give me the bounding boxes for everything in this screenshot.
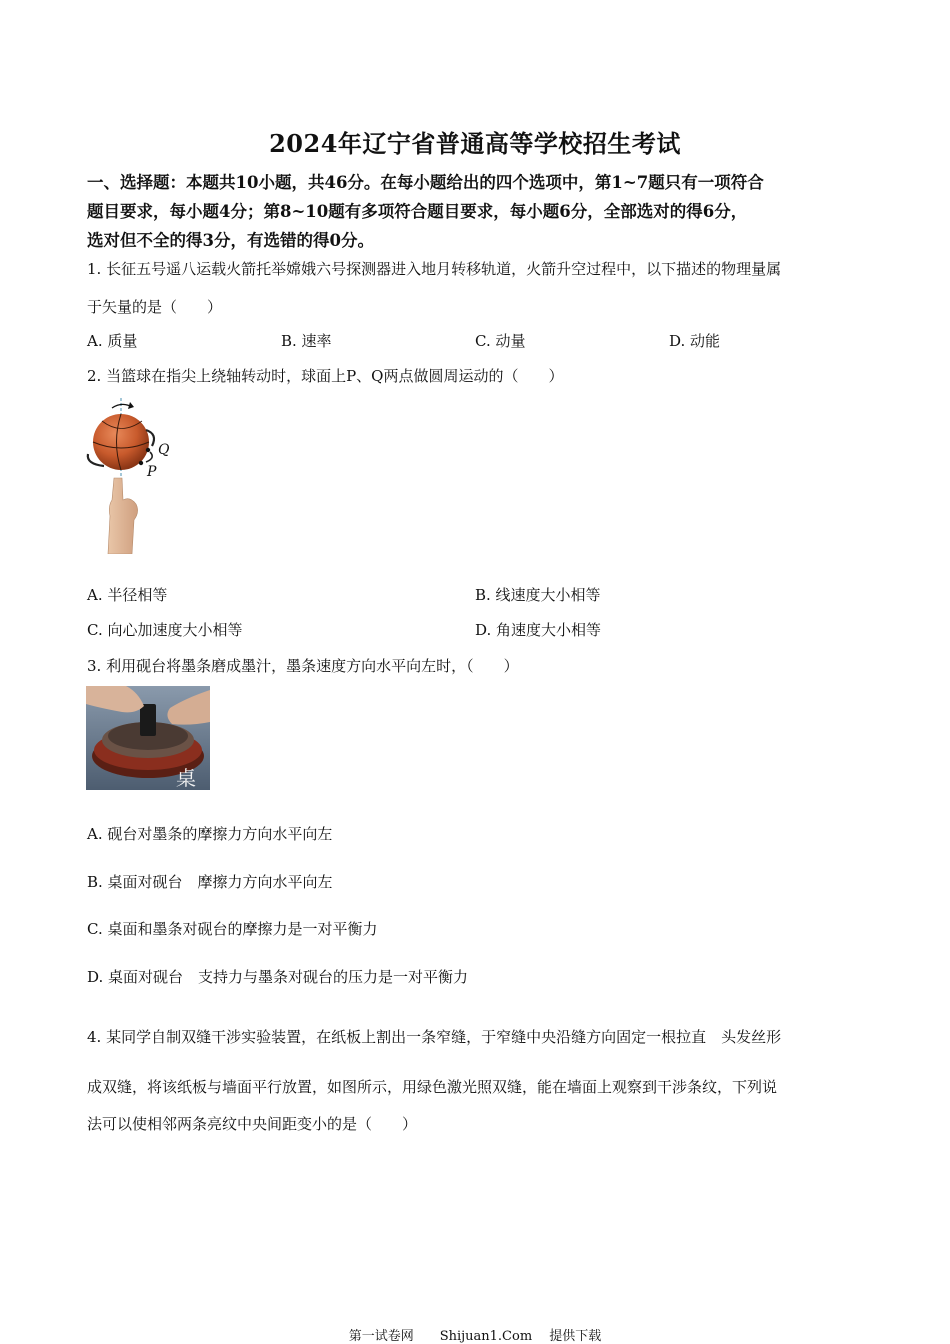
q2-stem: 2. 当篮球在指尖上绕轴转动时，球面上P、Q两点做圆周运动的（ ）	[87, 367, 564, 385]
q4-stem-line-1: 4. 某同学自制双缝干涉实验装置，在纸板上割出一条窄缝，于窄缝中央沿缝方向固定一根拉直 头发丝形	[87, 1028, 782, 1046]
q4-stem-line-2: 成双缝，将该纸板与墙面平行放置，如图所示，用绿色激光照双缝，能在墙面上观察到干涉条纹，下列说	[87, 1078, 778, 1096]
q3-option-d: D. 桌面对砚台 支持力与墨条对砚台的压力是一对平衡力	[87, 968, 469, 986]
section-line-2: 题目要求，每小题4分；第8~10题有多项符合题目要求，每小题6分，全部选对的得6分，	[87, 202, 748, 221]
q3-option-a: A. 砚台对墨条的摩擦力方向水平向左	[87, 825, 333, 843]
q1-stem-line-2: 于矢量的是（ ）	[87, 298, 223, 316]
inkstone-photo	[86, 686, 210, 790]
q2-option-c: C. 向心加速度大小相等	[87, 621, 243, 639]
q3-option-b: B. 桌面对砚台 摩擦力方向水平向左	[87, 873, 333, 891]
q2-option-a: A. 半径相等	[87, 586, 168, 604]
spinning-basketball-figure	[84, 396, 184, 554]
exam-title: 2024年辽宁省普通高等学校招生考试	[269, 129, 681, 158]
q1-option-d: D. 动能	[669, 332, 721, 350]
q1-option-b: B. 速率	[281, 332, 332, 350]
q1-stem-line-1: 1. 长征五号遥八运载火箭托举嫦娥六号探测器进入地月转移轨道，火箭升空过程中，以下描述的物理量属	[87, 260, 782, 278]
q4-stem-line-3: 法可以使相邻两条亮纹中央间距变小的是（ ）	[87, 1115, 418, 1133]
section-line-1: 一、选择题：本题共10小题，共46分。在每小题给出的四个选项中，第1~7题只有一项符合	[87, 173, 764, 192]
label-q: Q	[158, 442, 170, 458]
section-line-3: 选对但不全的得3分，有选错的得0分。	[87, 231, 374, 250]
q3-option-c: C. 桌面和墨条对砚台的摩擦力是一对平衡力	[87, 920, 378, 938]
footer-credit: 第一试卷网 Shijuan1.Com 提供下载	[348, 1329, 602, 1344]
label-p: P	[147, 464, 157, 480]
q2-option-d: D. 角速度大小相等	[475, 621, 602, 639]
q3-stem: 3. 利用砚台将墨条磨成墨汁，墨条速度方向水平向左时，（ ）	[87, 657, 519, 675]
q1-option-a: A. 质量	[87, 332, 138, 350]
watermark-label: 桌	[176, 766, 196, 790]
q2-option-b: B. 线速度大小相等	[475, 586, 601, 604]
q1-option-c: C. 动量	[475, 332, 526, 350]
section-instructions	[87, 168, 867, 255]
